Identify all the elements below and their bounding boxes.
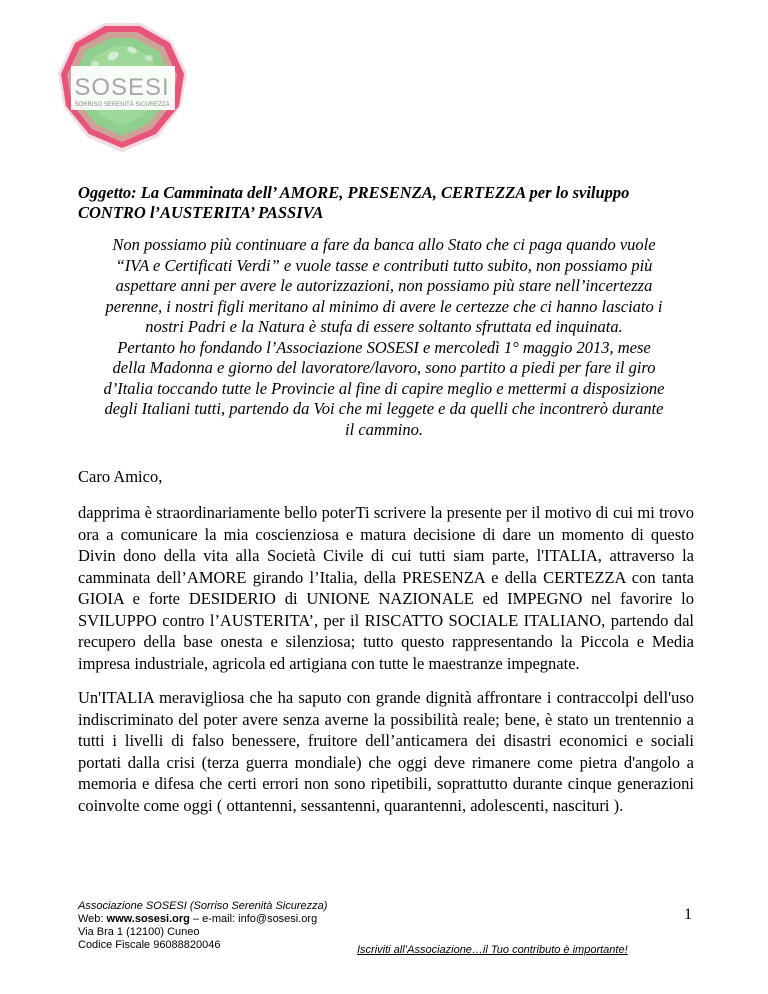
body-paragraph: Un'ITALIA meravigliosa che ha saputo con grande dignità affrontare i contraccolpi dell'uso indiscriminato del poter avere senza averne la possibilità reale; bene, è stato un trentennio a tutti i livelli di falso benessere, fruitore dell’anticamera dei disastri economici e sociali portati dalla crisi (terza guerra mondiale) che oggi deve rimanere come pietra d'angolo a memoria e difesa che certi errori non sono ripetibili, soprattutto durante cinque generazioni coinvolte come oggi ( ottantenni, sessantenni, quarantenni, adolescenti, nascituri ). bbox=[78, 688, 694, 815]
intro-line: nostri Padri e la Natura è stufa di essere soltanto sfruttata ed inquinata. bbox=[145, 317, 623, 336]
footer-web-line bbox=[78, 913, 327, 926]
footer-slogan: Iscriviti all’Associazione…il Tuo contributo è importante! bbox=[357, 944, 628, 956]
subject-heading bbox=[78, 183, 693, 223]
footer-contact bbox=[78, 900, 327, 952]
footer-fiscal-code: Codice Fiscale 96088820046 bbox=[78, 939, 221, 951]
logo-brand-text: SOSESI bbox=[74, 74, 170, 101]
intro-line: Non possiamo più continuare a fare da banca allo Stato che ci paga quando vuole bbox=[112, 235, 656, 254]
intro-statement bbox=[58, 235, 710, 440]
footer-web-prefix: Web: bbox=[78, 913, 107, 925]
intro-line: Pertanto ho fondando l’Associazione SOSESI e mercoledì 1° maggio 2013, mese bbox=[117, 337, 651, 357]
body-paragraph: dapprima è straordinariamente bello poterTi scrivere la presente per il motivo di cui mi trovo ora a comunicare la mia coscienziosa e matura decisione di dare un momento di questo Divin dono della vita alla Società Civile di cui tutti siam parte, l'ITALIA, attraverso la camminata dell’AMORE girando l’Italia, della PRESENZA e della CERTEZZA con tanta GIOIA e forte DESIDERIO di UNIONE NAZIONALE ed IMPEGNO nel favorire lo SVILUPPO contro l’AUSTERITA’, per il RISCATTO SOCIALE ITALIANO, partendo dal recupero della base onesta e silenziosa; tutto questo rappresentando la Piccola e Media impresa industriale, agricola ed artigiana con tutte le maestranze impegnate. bbox=[78, 503, 694, 673]
footer-web-link[interactable]: www.sosesi.org bbox=[106, 913, 190, 925]
intro-line: aspettare anni per avere le autorizzazioni, non possiamo più stare nell’incertezza bbox=[115, 276, 653, 295]
intro-line: “IVA e Certificati Verdi” e vuole tasse e contributi tutto subito, non possiamo più bbox=[115, 255, 653, 275]
subject-line-2: CONTRO l’AUSTERITA’ PASSIVA bbox=[78, 203, 324, 222]
sosesi-logo-graphic bbox=[55, 20, 190, 155]
footer-email: – e-mail: info@sosesi.org bbox=[189, 913, 318, 925]
logo-tagline-text: SORRISO SERENITÀ SICUREZZA bbox=[74, 102, 170, 108]
intro-line: d’Italia toccando tutte le Provincie al fine di capire meglio e mettermi a disposizione bbox=[103, 378, 665, 398]
page-number: 1 bbox=[684, 906, 692, 923]
intro-line: della Madonna e giorno del lavoratore/lavoro, sono partito a piedi per fare il giro bbox=[112, 358, 656, 377]
footer-address: Via Bra 1 (12100) Cuneo bbox=[78, 926, 200, 938]
greeting: Caro Amico, bbox=[78, 467, 163, 486]
intro-line: il cammino. bbox=[345, 419, 423, 439]
footer-org-name: Associazione SOSESI (Sorriso Serenità Sicurezza) bbox=[78, 900, 328, 912]
subject-line-1: Oggetto: La Camminata dell’ AMORE, PRESENZA, CERTEZZA per lo sviluppo bbox=[78, 183, 630, 202]
sosesi-logo bbox=[55, 20, 190, 155]
intro-line: degli Italiani tutti, partendo da Voi che mi leggete e da quelli che incontrerò durante bbox=[104, 399, 664, 418]
intro-line: perenne, i nostri figli meritano al minimo di avere le certezze che ci hanno lasciato i bbox=[105, 296, 663, 316]
